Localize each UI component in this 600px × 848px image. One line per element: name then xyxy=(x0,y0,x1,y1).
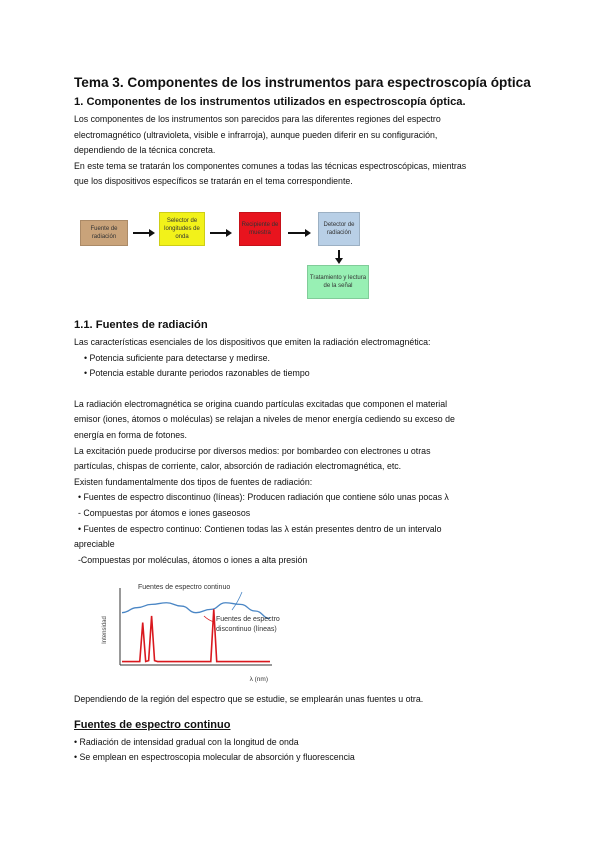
arrow-right-icon xyxy=(210,232,227,234)
list-item: apreciable xyxy=(74,539,115,550)
discontinuous-label-line-1: Fuentes de espectro xyxy=(216,616,280,623)
list-item: • Potencia suficiente para detectarse y medirse. xyxy=(84,352,270,363)
section-1-paragraph-2-line-2: que los dispositivos específicos se tratarán en el tema correspondiente. xyxy=(74,176,353,187)
continuous-bullet-2: • Se emplean en espectroscopia molecular de absorción y fluorescencia xyxy=(74,752,355,763)
list-item: • Potencia estable durante periodos razonables de tiempo xyxy=(84,368,310,379)
arrow-right-icon xyxy=(288,232,306,234)
list-item: • Fuentes de espectro continuo: Contienen todas las λ están presentes dentro de un intervalo xyxy=(78,523,442,534)
source-types-list xyxy=(74,490,534,568)
continuous-sources-heading: Fuentes de espectro continuo xyxy=(74,718,231,731)
spacer xyxy=(74,708,534,718)
paragraph-line: La excitación puede producirse por diversos medios: por bombardeo con electrones u otras xyxy=(74,445,431,456)
paragraph-line: emisor (iones, átomos o moléculas) se relajan a niveles de menor energía cediendo su exceso de xyxy=(74,414,455,425)
x-axis-label: λ (nm) xyxy=(249,676,268,683)
section-1-paragraph-2-line-1: En este tema se tratarán los componentes comunes a todas las técnicas espectroscópicas, mientras xyxy=(74,160,467,171)
after-chart-text: Dependiendo de la región del espectro que se estudie, se emplearán unas fuentes u otra. xyxy=(74,694,424,705)
arrow-right-icon xyxy=(133,232,150,234)
spectrum-chart xyxy=(92,580,372,685)
essential-features-list xyxy=(74,351,534,382)
paragraph-line: Existen fundamentalmente dos tipos de fuentes de radiación: xyxy=(74,476,313,487)
radiation-source-box: Fuente de radiación xyxy=(80,220,128,246)
sample-container-box: Recipiente de muestra xyxy=(239,212,281,246)
paragraph-line: partículas, chispas de corriente, calor, absorción de radiación electromagnética, etc. xyxy=(74,461,402,472)
continuous-label: Fuentes de espectro continuo xyxy=(138,584,231,591)
section-1-1-heading: 1.1. Fuentes de radiación xyxy=(74,318,208,331)
arrow-down-icon xyxy=(338,250,340,259)
instrument-block-diagram xyxy=(80,210,390,300)
section-1-paragraph-1-line-3: dependiendo de la técnica concreta. xyxy=(74,145,216,156)
radiation-detector-box: Detector de radiación xyxy=(318,212,360,246)
section-1-heading: 1. Componentes de los instrumentos utilizados en espectroscopía óptica. xyxy=(74,96,466,108)
list-item: • Fuentes de espectro discontinuo (líneas): Producen radiación que contiene sólo unas pocas λ xyxy=(78,492,449,503)
y-axis-label: Intensidad xyxy=(102,616,108,644)
section-1-paragraph-1-line-1: Los componentes de los instrumentos son parecidos para las diferentes regiones del espectro xyxy=(74,114,441,124)
document-title: Tema 3. Componentes de los instrumentos para espectroscopía óptica xyxy=(74,75,531,90)
paragraph-line: La radiación electromagnética se origina cuando partículas excitadas que componen el material xyxy=(74,398,448,409)
list-item: -Compuestas por moléculas, átomos o iones a alta presión xyxy=(78,554,308,565)
section-1-paragraph-1-line-2: electromagnético (ultravioleta, visible e infrarroja), aunque pueden diferir en su configuración, xyxy=(74,129,438,140)
wavelength-selector-box: Selector de longitudes de onda xyxy=(159,212,205,246)
list-item: - Compuestas por átomos e iones gaseosos xyxy=(78,507,251,518)
paragraph-line: energía en forma de fotones. xyxy=(74,429,187,440)
continuous-bullet-1: • Radiación de intensidad gradual con la longitud de onda xyxy=(74,736,299,747)
continuous-label-pointer xyxy=(232,592,242,610)
section-1-1-intro: Las características esenciales de los dispositivos que emiten la radiación electromagnética: xyxy=(74,336,431,347)
signal-processing-box: Tratamiento y lectura de la señal xyxy=(307,265,369,299)
discontinuous-label-line-2: discontinuo (líneas) xyxy=(216,626,277,633)
spacer xyxy=(74,382,534,397)
